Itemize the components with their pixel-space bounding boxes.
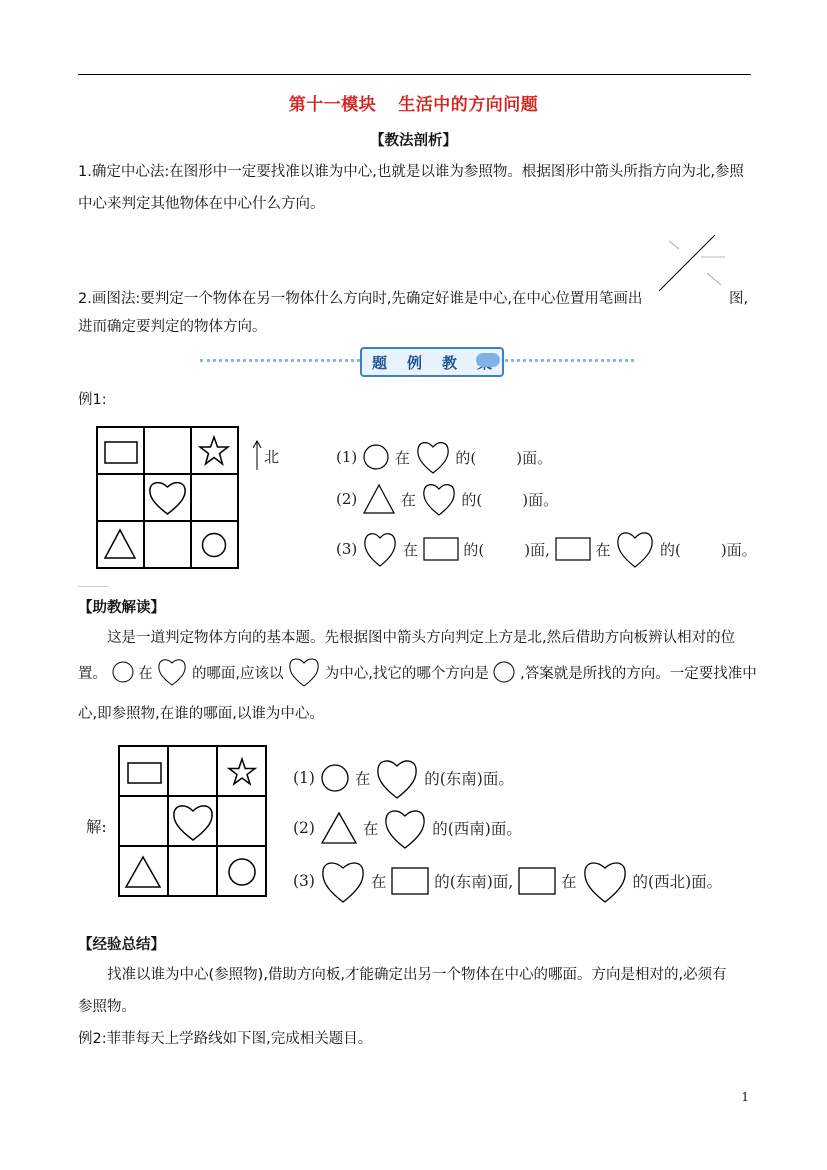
- a2-answer: 的(西南)面。: [432, 820, 522, 838]
- solution-label: 解:: [86, 818, 107, 836]
- circle-icon: [320, 763, 350, 793]
- help-line-1: 这是一道判定物体方向的基本题。先根据图中箭头方向判定上方是北,然后借助方向板辨认相对的位: [107, 630, 736, 646]
- cell-star: [191, 427, 238, 474]
- question-1: [336, 439, 552, 475]
- heart-icon: [320, 858, 366, 904]
- q3-mid: )面,: [524, 540, 550, 559]
- method-item-2-cont: 进而确定要判定的物体方向。: [78, 319, 267, 335]
- answer-3: [293, 858, 722, 904]
- a3-answer-2: 的(西北)面。: [632, 873, 723, 891]
- example1-grid: [96, 426, 239, 569]
- heart-icon: [362, 530, 398, 568]
- help-text-c: 的哪面,应该以: [191, 665, 284, 682]
- cell-heart: [168, 796, 217, 846]
- cell-rectangle: [97, 427, 144, 474]
- q1-number: (1): [336, 448, 358, 466]
- cell-empty: [144, 521, 191, 568]
- page-title: [0, 90, 827, 115]
- cell-circle: [217, 846, 266, 896]
- section-help: 【助教解读】: [78, 600, 165, 616]
- title-module: 第十一模块: [288, 95, 377, 115]
- a3-answer-1: 的(东南)面,: [434, 873, 514, 891]
- q3-in: 在: [402, 540, 418, 559]
- cell-circle: [191, 521, 238, 568]
- method-item-2: 2.画图法:要判定一个物体在另一物体什么方向时,先确定好谁是中心,在中心位置用笔画出: [78, 291, 643, 307]
- a2-in: 在: [362, 820, 379, 838]
- q3-in2: 在: [595, 540, 611, 559]
- a2-number: (2): [293, 819, 315, 837]
- solution-grid: [118, 745, 267, 897]
- q1-end: )面。: [516, 448, 553, 467]
- section-analysis: 【教法剖析】: [370, 133, 457, 149]
- a3-in2: 在: [561, 873, 577, 891]
- q3-end: )面。: [720, 540, 757, 559]
- banner-char-1: 题: [371, 353, 387, 372]
- triangle-icon: [320, 811, 358, 845]
- banner-decor-icon: [476, 353, 500, 367]
- heart-icon: [421, 481, 457, 517]
- direction-board-icon: [655, 233, 727, 295]
- summary-line-2: 参照物。: [78, 999, 136, 1015]
- answer-1: [293, 756, 514, 800]
- divider: [78, 586, 108, 587]
- north-arrow-icon: [252, 440, 262, 470]
- heart-icon: [383, 806, 427, 850]
- question-2: [336, 481, 558, 517]
- cell-triangle: [97, 521, 144, 568]
- cell-triangle: [119, 846, 168, 896]
- example-banner: [200, 347, 640, 375]
- q3-number: (3): [336, 540, 358, 558]
- title-topic: 生活中的方向问题: [398, 95, 539, 115]
- question-3: [336, 529, 757, 569]
- example1-label: 例1:: [78, 392, 107, 408]
- a1-answer: 的(东南)面。: [424, 770, 514, 788]
- section-summary: 【经验总结】: [78, 937, 165, 953]
- circle-icon: [493, 661, 515, 683]
- rectangle-icon: [423, 537, 459, 561]
- q2-of: 的(: [461, 490, 483, 509]
- cell-heart: [144, 474, 191, 521]
- q2-in: 在: [400, 490, 416, 509]
- page-number: 1: [741, 1090, 749, 1104]
- heart-icon: [288, 656, 320, 688]
- cell-empty: [119, 796, 168, 846]
- help-text-b: 在: [138, 665, 153, 682]
- summary-line-1: 找准以谁为中心(参照物),借助方向板,才能确定出另一个物体在中心的哪面。方向是相对的,必须有: [107, 967, 727, 983]
- cell-empty: [97, 474, 144, 521]
- cell-empty: [144, 427, 191, 474]
- q2-number: (2): [336, 490, 358, 508]
- q3-of2: 的(: [660, 540, 681, 559]
- q2-end: )面。: [522, 490, 559, 509]
- cell-rectangle: [119, 746, 168, 796]
- a3-in: 在: [370, 873, 387, 891]
- triangle-icon: [362, 483, 396, 515]
- a3-number: (3): [293, 872, 315, 890]
- cell-empty: [191, 474, 238, 521]
- heart-icon: [157, 657, 187, 687]
- method-item-1: 1.确定中心法:在图形中一定要找准以谁为中心,也就是以谁为参照物。根据图形中箭头所指方向为北,参照中心来判定其他物体在中心什么方向。: [78, 164, 744, 212]
- north-label: 北: [264, 448, 280, 466]
- method-item-2-end: 图,: [729, 291, 749, 307]
- q1-in: 在: [394, 448, 410, 467]
- a1-in: 在: [354, 770, 371, 788]
- rectangle-icon: [555, 537, 591, 561]
- answer-2: [293, 806, 522, 850]
- help-line-2: [78, 656, 757, 688]
- heart-icon: [582, 858, 628, 904]
- help-text-e: ,答案就是所找的方向。一定要找准中: [520, 665, 757, 682]
- circle-icon: [362, 443, 390, 471]
- cell-empty: [168, 846, 217, 896]
- banner-char-3: 教: [441, 353, 457, 372]
- circle-icon: [112, 661, 134, 683]
- rectangle-icon: [518, 867, 556, 895]
- help-text-d: 为中心,找它的哪个方向是: [324, 665, 489, 682]
- banner-char-2: 例: [406, 353, 422, 372]
- example2-text: 例2:菲菲每天上学路线如下图,完成相关题目。: [78, 1031, 373, 1047]
- heart-icon: [375, 756, 419, 800]
- cell-empty: [168, 746, 217, 796]
- help-text-a: 置。: [78, 665, 107, 682]
- header-rule: [78, 74, 751, 75]
- help-line-3: 心,即参照物,在谁的哪面,以谁为中心。: [78, 706, 324, 722]
- a1-number: (1): [293, 769, 315, 787]
- heart-icon: [415, 439, 451, 475]
- rectangle-icon: [391, 867, 429, 895]
- q3-of: 的(: [463, 540, 485, 559]
- heart-icon: [615, 529, 655, 569]
- cell-empty: [217, 796, 266, 846]
- cell-star: [217, 746, 266, 796]
- q1-of: 的(: [455, 448, 477, 467]
